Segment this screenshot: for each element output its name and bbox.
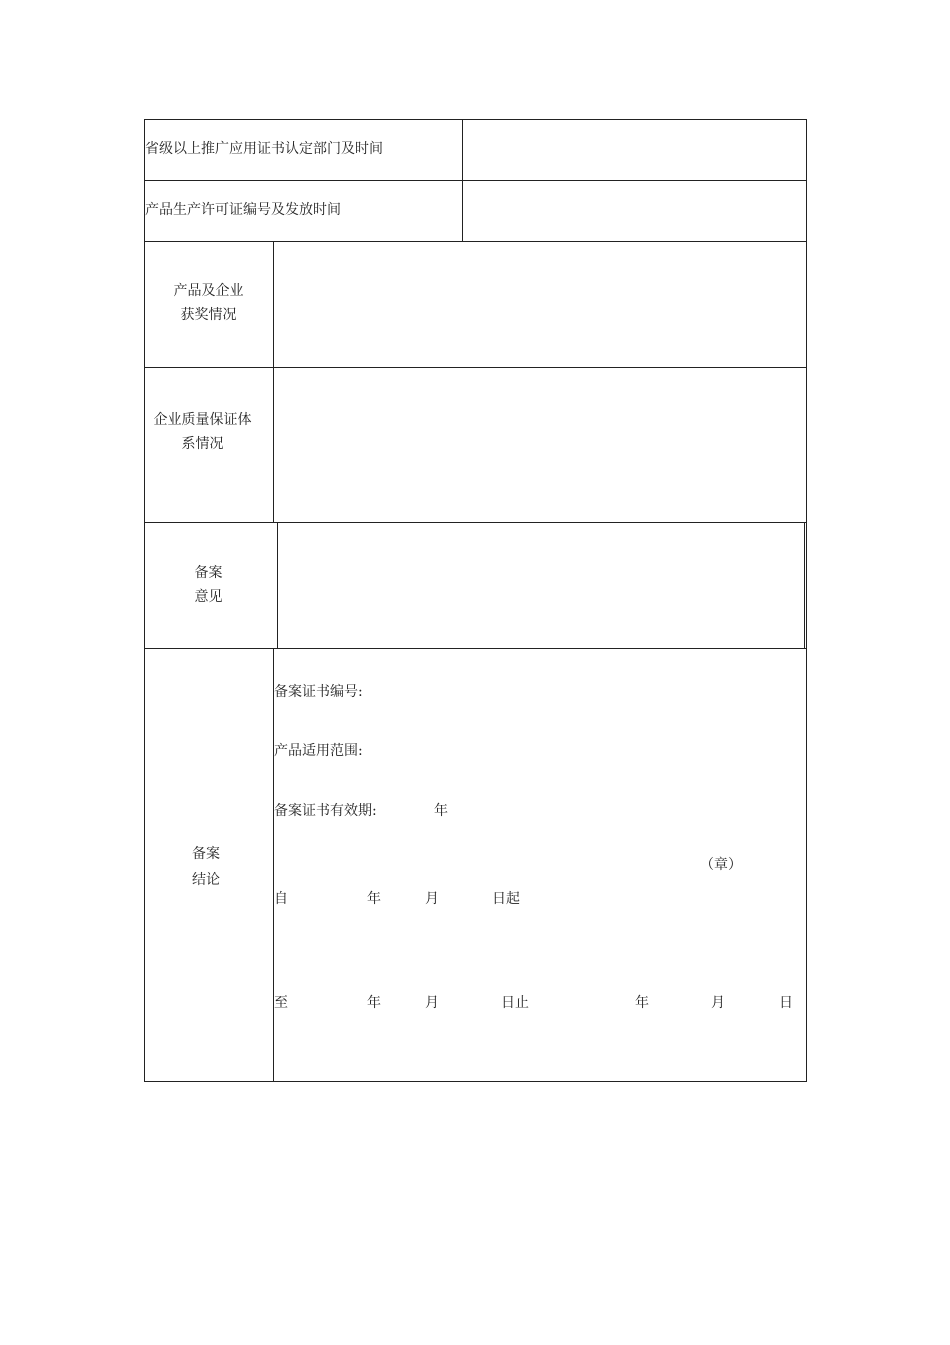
awards-label-line2: 获奖情况 <box>180 307 237 323</box>
license-label: 产品生产许可证编号及发放时间 <box>145 202 341 218</box>
opinion-label <box>144 561 273 609</box>
awards-label <box>144 279 273 327</box>
awards-field[interactable] <box>274 242 806 367</box>
seal-mark: （章） <box>700 857 742 873</box>
promotion-cert-field[interactable] <box>463 120 806 180</box>
to-month: 月 <box>425 995 439 1011</box>
to-day: 日止 <box>501 995 529 1011</box>
conclusion-label <box>144 841 268 893</box>
row-divider <box>144 648 807 649</box>
quality-label-line2: 系情况 <box>181 436 224 452</box>
opinion-label-line1: 备案 <box>194 565 223 581</box>
scope-label: 产品适用范围: <box>274 743 363 759</box>
from-month: 月 <box>425 891 439 907</box>
record-form-table <box>144 119 807 1083</box>
conclusion-label-line2: 结论 <box>192 872 220 888</box>
validity-year: 年 <box>434 803 448 819</box>
conclusion-label-line1: 备案 <box>192 846 220 862</box>
opinion-field[interactable] <box>278 523 804 648</box>
validity-label: 备案证书有效期: <box>274 803 377 819</box>
from-prefix: 自 <box>274 891 288 907</box>
license-field[interactable] <box>463 181 806 241</box>
from-day: 日起 <box>492 891 520 907</box>
opinion-label-line2: 意见 <box>194 589 223 605</box>
promotion-cert-label: 省级以上推广应用证书认定部门及时间 <box>145 141 383 157</box>
sign-year: 年 <box>635 995 649 1011</box>
column-divider <box>804 522 805 648</box>
to-year: 年 <box>367 995 381 1011</box>
sign-month: 月 <box>711 995 725 1011</box>
column-divider <box>273 648 274 1081</box>
quality-label-line1: 企业质量保证体 <box>153 412 252 428</box>
quality-field[interactable] <box>274 368 806 522</box>
sign-day: 日 <box>779 995 793 1011</box>
quality-label <box>144 408 261 456</box>
table-border-bottom <box>144 1081 807 1082</box>
cert-number-label: 备案证书编号: <box>274 684 363 700</box>
to-prefix: 至 <box>274 995 288 1011</box>
table-border-right <box>806 119 807 1082</box>
awards-label-line1: 产品及企业 <box>173 283 244 299</box>
from-year: 年 <box>367 891 381 907</box>
